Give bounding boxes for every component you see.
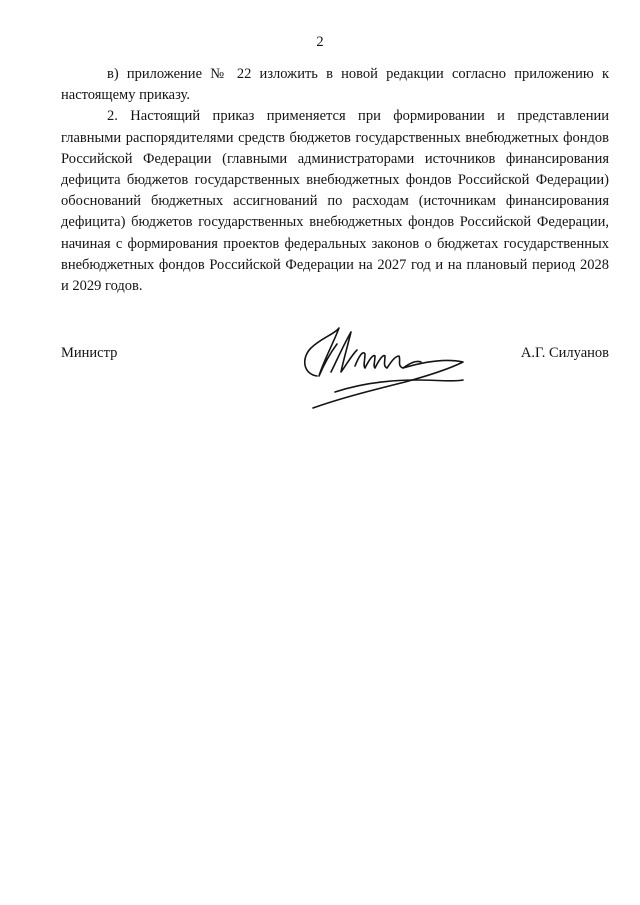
paragraph-amendment: в) приложение № 22 изложить в новой редакции согласно приложению к настоящему приказу.	[61, 66, 609, 104]
paragraph-applicability: 2. Настоящий приказ применяется при формировании и представлении главными распорядителями средств бюджетов государственных внебюджетных фондов Российской Федерации (главными администраторами источников финансирования дефицита бюджетов государственных внебюджетных фондов Российской Федерации) обоснований бюджетных ассигнований по расходам (источникам финансирования дефицита) бюджетов государственных внебюджетных фондов Российской Федерации, начиная с формирования проектов федеральных законов о бюджетах государственных внебюджетных фондов Российской Федерации на 2027 год и на плановый период 2028 и 2029 годов.	[61, 108, 609, 295]
page-number: 2	[316, 34, 324, 50]
document-body	[61, 64, 609, 297]
signer-name: А.Г. Силуанов	[520, 345, 609, 361]
signer-title: Министр	[61, 345, 118, 361]
signature-block	[61, 340, 609, 420]
handwritten-signature	[277, 310, 477, 410]
